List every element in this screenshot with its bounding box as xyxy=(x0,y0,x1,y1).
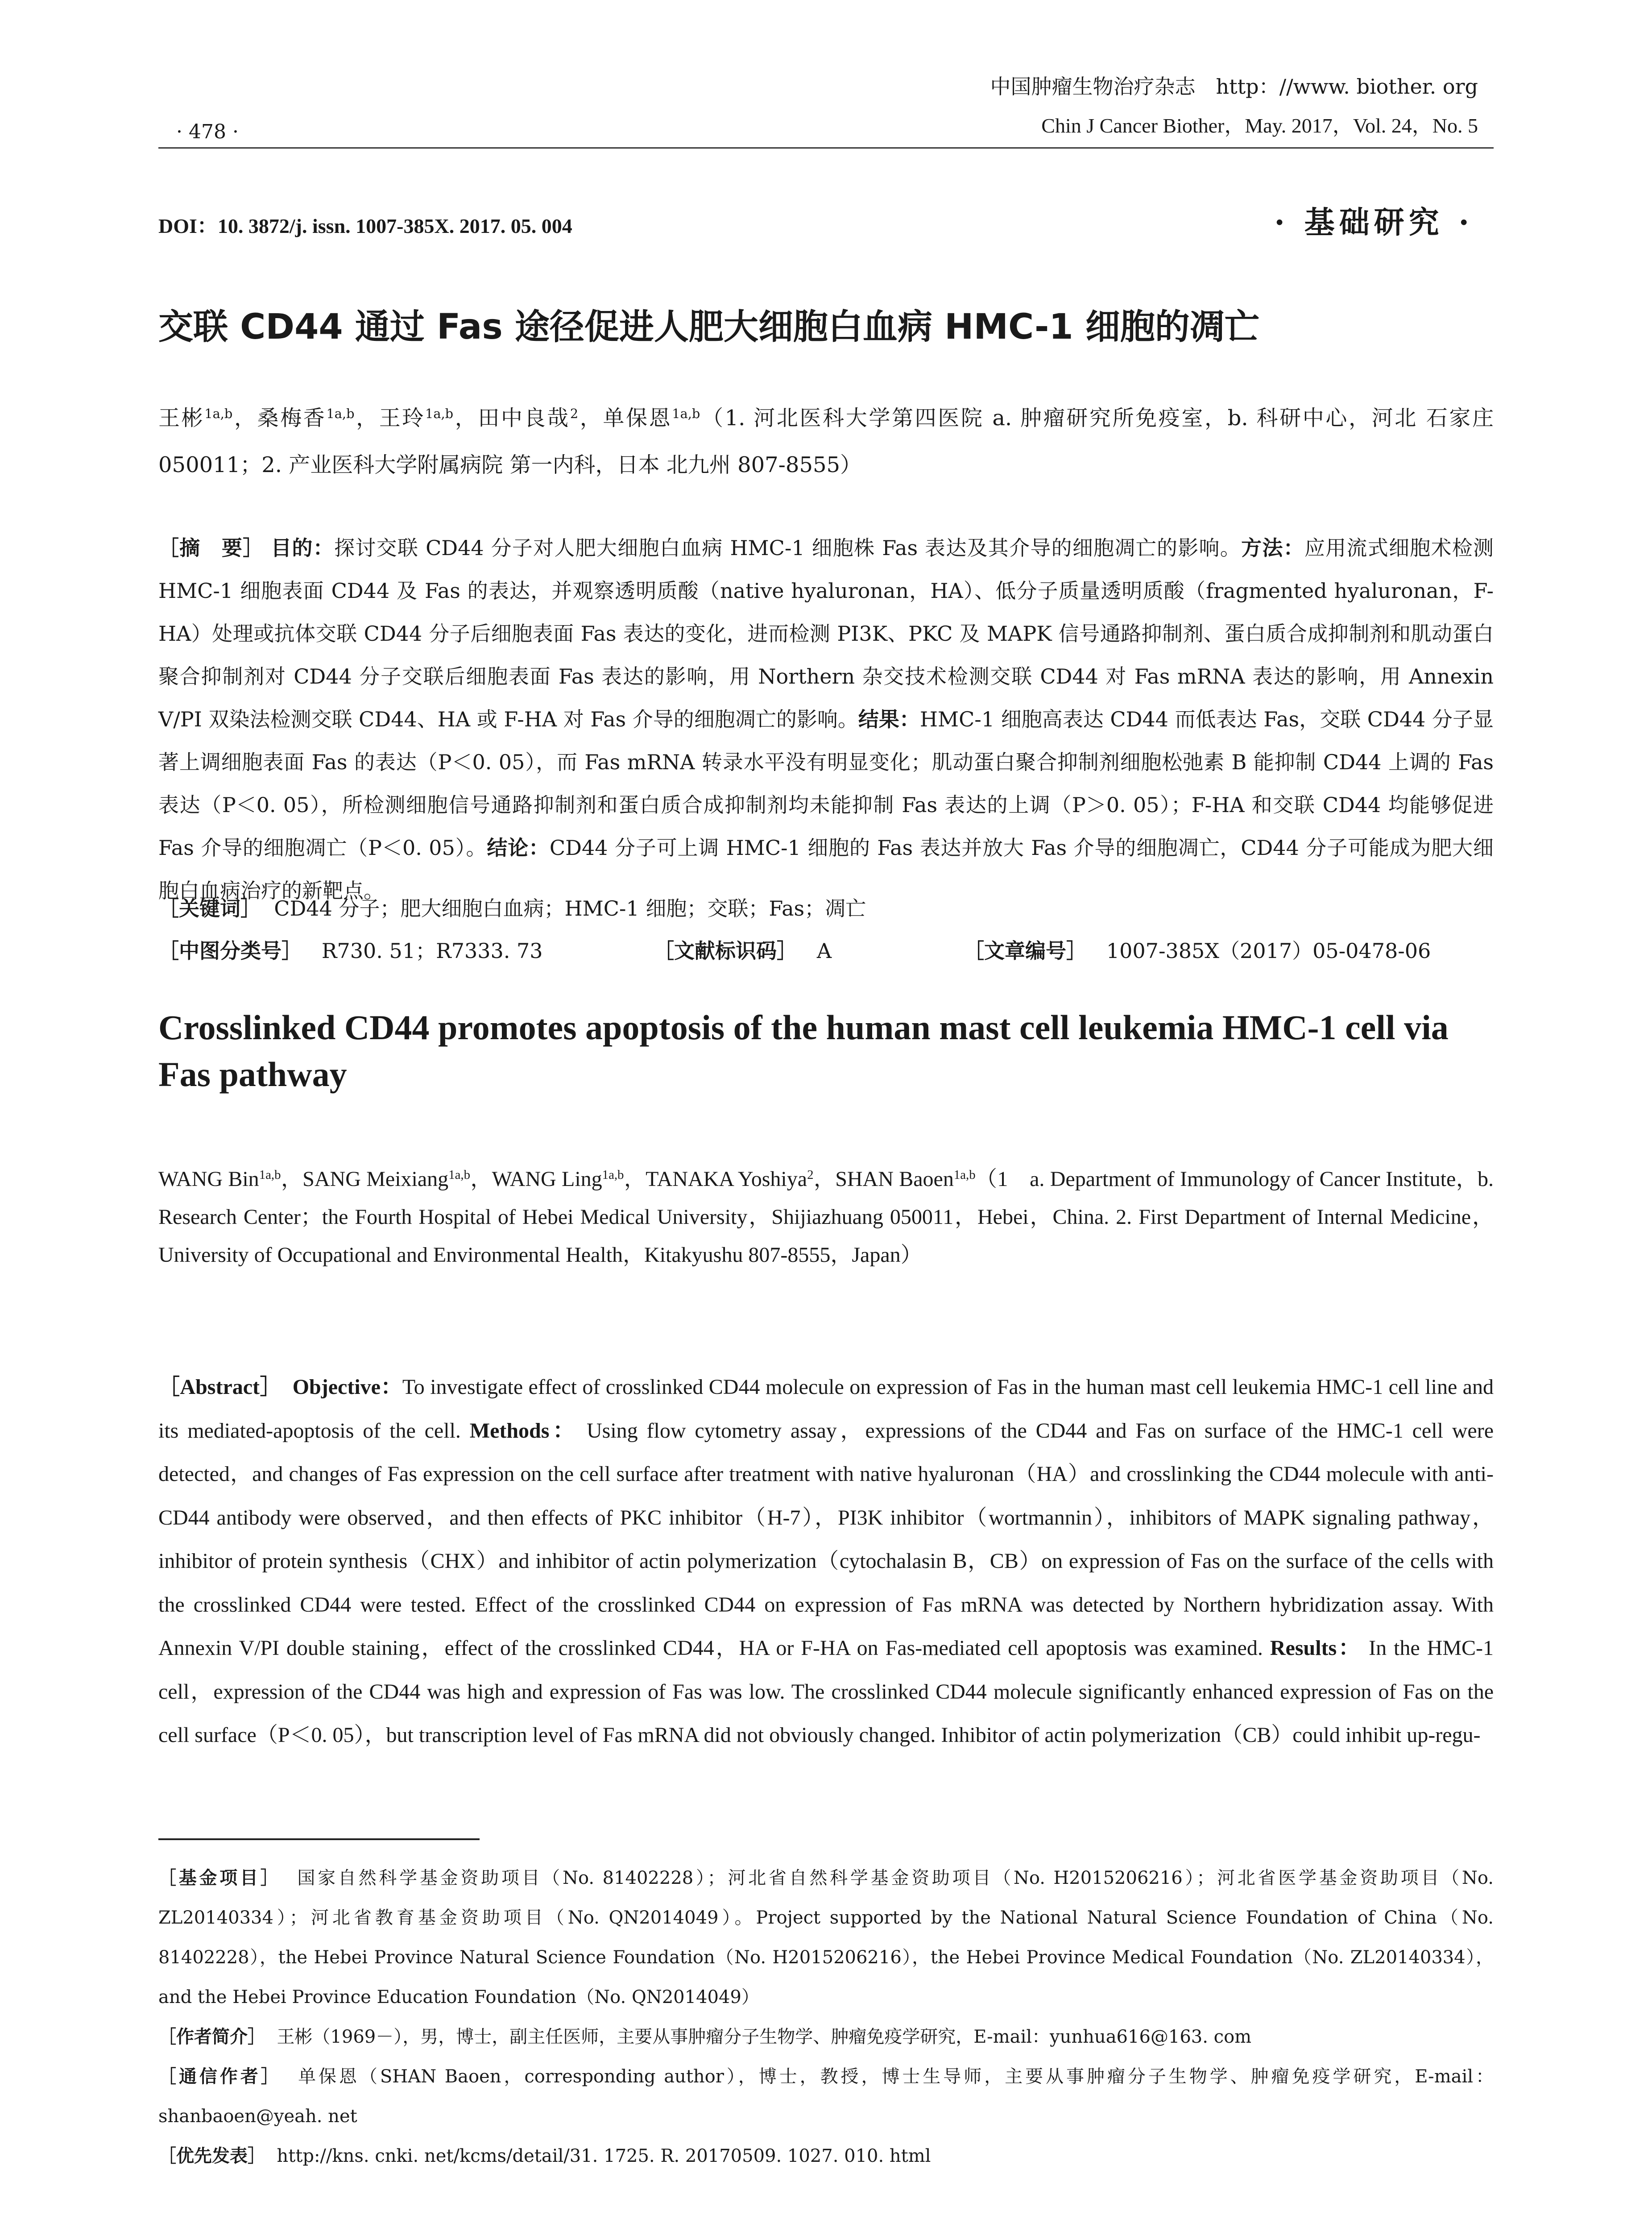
journal-name-cn: 中国肿瘤生物治疗杂志 http：//www. biother. org xyxy=(990,75,1478,99)
results-label-cn: 结果： xyxy=(858,707,920,731)
title-cn: 交联 CD44 通过 Fas 途径促进人肥大细胞白血病 HMC-1 细胞的凋亡 xyxy=(158,307,1259,347)
author-affiliation-mark: 1a,b xyxy=(204,406,233,422)
author-bio-note xyxy=(158,2017,1494,2057)
corresponding-author-text: 单保恩（SHAN Baoen，corresponding author），博士，教授，博士生导师，主要从事肿瘤分子生物学、肿瘤免疫学研究，E-mail：shanbaoen@yeah. net xyxy=(158,2066,1494,2127)
document-code xyxy=(654,935,832,964)
author-affiliation-mark: 1a,b xyxy=(259,1168,281,1182)
section-tag: · 基础研究 · xyxy=(1274,205,1474,241)
author-bio-label: ［作者简介］ xyxy=(158,2027,265,2047)
doc-code-label: ［文献标识码］ xyxy=(654,939,797,963)
keywords-label: ［关键词］ xyxy=(158,896,261,921)
doi: DOI：10. 3872/j. issn. 1007-385X. 2017. 05. 004 xyxy=(158,215,572,237)
author-affiliation-mark: 2 xyxy=(807,1168,814,1182)
clc-label: ［中图分类号］ xyxy=(158,939,302,963)
author-name: ，王玲 xyxy=(354,406,425,431)
online-first-note xyxy=(158,2136,1494,2176)
abstract-label-en: ［Abstract］ xyxy=(158,1375,282,1399)
author-name: WANG Bin xyxy=(158,1167,259,1191)
author-affiliation-mark: 1a,b xyxy=(602,1168,624,1182)
author-affiliation-mark: 1a,b xyxy=(448,1168,470,1182)
funding-text: 国家自然科学基金资助项目（No. 81402228）；河北省自然科学基金资助项目（No. H2015206216）；河北省医学基金资助项目（No. ZL20140334）；河北省教育基金资助项目（No. QN2014049）。Project supported by the National Natural Science Foundation of China（No. 81402228），the Hebei Province Natural Science Foundation（No. H2015206216），the Hebei Province Medical Foundation（No. ZL20140334），and the Hebei Province Education Foundation（No. QN2014049） xyxy=(158,1868,1494,2007)
objective-text-en: To investigate effect of crosslinked CD44 molecule on expression of Fas in the human mast cell leukemia HMC-1 cell line and its mediated-apoptosis of the cell. xyxy=(158,1375,1494,1443)
authors-en xyxy=(158,1160,1494,1274)
abstract-label-cn: ［摘 要］ xyxy=(158,536,264,560)
corresponding-author-label: ［通信作者］ xyxy=(158,2066,282,2087)
methods-label-cn: 方法： xyxy=(1241,536,1304,560)
clc-value: R730. 51；R7333. 73 xyxy=(321,939,543,963)
methods-label-en: Methods： xyxy=(469,1418,578,1443)
author-name: ，SANG Meixiang xyxy=(281,1167,449,1191)
objective-label-en: Objective： xyxy=(292,1375,402,1399)
footnote-rule xyxy=(158,1838,480,1840)
author-name: ，单保恩 xyxy=(578,406,672,431)
author-name: ，SHAN Baoen xyxy=(813,1167,954,1191)
results-text-cn: HMC-1 细胞高表达 CD44 而低表达 Fas，交联 CD44 分子显著上调细胞表面 Fas 的表达（P＜0. 05），而 Fas mRNA 转录水平没有明显变化；肌动蛋白聚合抑制剂细胞松弛素 B 能抑制 CD44 上调的 Fas 表达（P＜0. 05），所检测细胞信号通路抑制剂和蛋白质合成抑制剂均未能抑制 Fas 表达的上调（P＞0. 05）；F-HA 和交联 CD44 均能够促进 Fas 介导的细胞凋亡（P＜0. 05）。 xyxy=(158,707,1494,860)
online-first-link[interactable]: http://kns. cnki. net/kcms/detail/31. 1725. R. 20170509. 1027. 010. html xyxy=(277,2146,931,2166)
author-name: ，桑梅香 xyxy=(232,406,327,431)
title-en: Crosslinked CD44 promotes apoptosis of the human mast cell leukemia HMC-1 cell via Fas pathway xyxy=(158,1008,1449,1094)
keywords-line xyxy=(158,892,866,922)
author-affiliation-mark: 2 xyxy=(570,406,579,422)
keywords-text: CD44 分子；肥大细胞白血病；HMC-1 细胞；交联；Fas；凋亡 xyxy=(274,896,866,921)
funding-label: ［基金项目］ xyxy=(158,1868,281,1888)
author-bio-text: 王彬（1969－），男，博士，副主任医师，主要从事肿瘤分子生物学、肿瘤免疫学研究，E-mail：yunhua616@163. com xyxy=(277,2027,1252,2047)
abstract-en xyxy=(158,1365,1494,1757)
author-affiliation-mark: 1a,b xyxy=(953,1168,976,1182)
author-affiliation-mark: 1a,b xyxy=(672,406,700,422)
conclusion-text-cn: CD44 分子可上调 HMC-1 细胞的 Fas 表达并放大 Fas 介导的细胞凋亡，CD44 分子可能成为肥大细胞白血病治疗的新靶点。 xyxy=(158,836,1494,903)
article-number xyxy=(964,935,1431,964)
results-text-en: In the HMC-1 cell，expression of the CD44 was high and expression of Fas was low. The crosslinked CD44 molecule significantly enhanced expression of Fas on the cell surface（P＜0. 05），but transcription level of Fas mRNA did not obviously changed. Inhibitor of actin polymerization（CB）could inhibit up-regu- xyxy=(158,1636,1494,1747)
author-name: ，WANG Ling xyxy=(470,1167,602,1191)
author-name: 王彬 xyxy=(158,406,205,431)
doc-code-value: A xyxy=(816,939,832,963)
article-number-label: ［文章编号］ xyxy=(964,939,1087,963)
authors-cn xyxy=(158,395,1494,489)
results-label-en: Results： xyxy=(1270,1636,1362,1660)
methods-text-en: Using flow cytometry assay，expressions of the CD44 and Fas on surface of the HMC-1 cell were detected，and changes of Fas expression on the cell surface after treatment with native hyaluronan（HA）and crosslinking the CD44 molecule with anti-CD44 antibody were observed，and then effects of PKC inhibitor（H-7），PI3K inhibitor（wortmannin），inhibitors of MAPK signaling pathway，inhibitor of protein synthesis（CHX）and inhibitor of actin polymerization（cytochalasin B，CB）on expression of Fas on the surface of the cells with the crosslinked CD44 were tested. Effect of the crosslinked CD44 on expression of Fas mRNA was detected by Northern hybridization assay. With Annexin V/PI double staining，effect of the crosslinked CD44，HA or F-HA on Fas-mediated cell apoptosis was examined. xyxy=(158,1418,1494,1660)
funding-note xyxy=(158,1858,1494,2017)
objective-text-cn: 探讨交联 CD44 分子对人肥大细胞白血病 HMC-1 细胞株 Fas 表达及其介导的细胞凋亡的影响。 xyxy=(334,536,1242,560)
footnotes xyxy=(158,1858,1494,2176)
affiliation-en: （1 a. Department of Immunology of Cancer Institute，b. Research Center；the Fourth Hospital of Hebei Medical University，Shijiazhuang 050011，Hebei，China. 2. First Department of Internal Medicine，University of Occupational and Environmental Health，Kitakyushu 807-8555，Japan） xyxy=(158,1167,1494,1267)
affiliation-cn: （1. 河北医科大学第四医院 a. 肿瘤研究所免疫室，b. 科研中心，河北 石家庄 050011；2. 产业医科大学附属病院 第一内科，日本 北九州 807-8555） xyxy=(158,406,1494,477)
journal-citation-en: Chin J Cancer Biother，May. 2017，Vol. 24，No. 5 xyxy=(1041,114,1478,137)
author-affiliation-mark: 1a,b xyxy=(425,406,454,422)
conclusion-label-cn: 结论： xyxy=(487,836,550,860)
objective-label-cn: 目的： xyxy=(271,536,335,560)
online-first-label: ［优先发表］ xyxy=(158,2146,265,2166)
clc-number xyxy=(158,935,543,964)
header-rule xyxy=(158,147,1494,149)
methods-text-cn: 应用流式细胞术检测 HMC-1 细胞表面 CD44 及 Fas 的表达，并观察透明质酸（native hyaluronan，HA）、低分子质量透明质酸（fragmented hyaluronan，F-HA）处理或抗体交联 CD44 分子后细胞表面 Fas 表达的变化，进而检测 PI3K、PKC 及 MAPK 信号通路抑制剂、蛋白质合成抑制剂和肌动蛋白聚合抑制剂对 CD44 分子交联后细胞表面 Fas 表达的影响，用 Northern 杂交技术检测交联 CD44 对 Fas mRNA 表达的影响，用 Annexin V/PI 双染法检测交联 CD44、HA 或 F-HA 对 Fas 介导的细胞凋亡的影响。 xyxy=(158,536,1494,731)
author-name: ，田中良哉 xyxy=(453,406,570,431)
article-number-value: 1007-385X（2017）05-0478-06 xyxy=(1106,939,1431,963)
author-affiliation-mark: 1a,b xyxy=(326,406,355,422)
page-number: · 478 · xyxy=(176,120,239,143)
author-name: ，TANAKA Yoshiya xyxy=(624,1167,807,1191)
abstract-cn xyxy=(158,527,1494,912)
corresponding-author-note xyxy=(158,2057,1494,2136)
